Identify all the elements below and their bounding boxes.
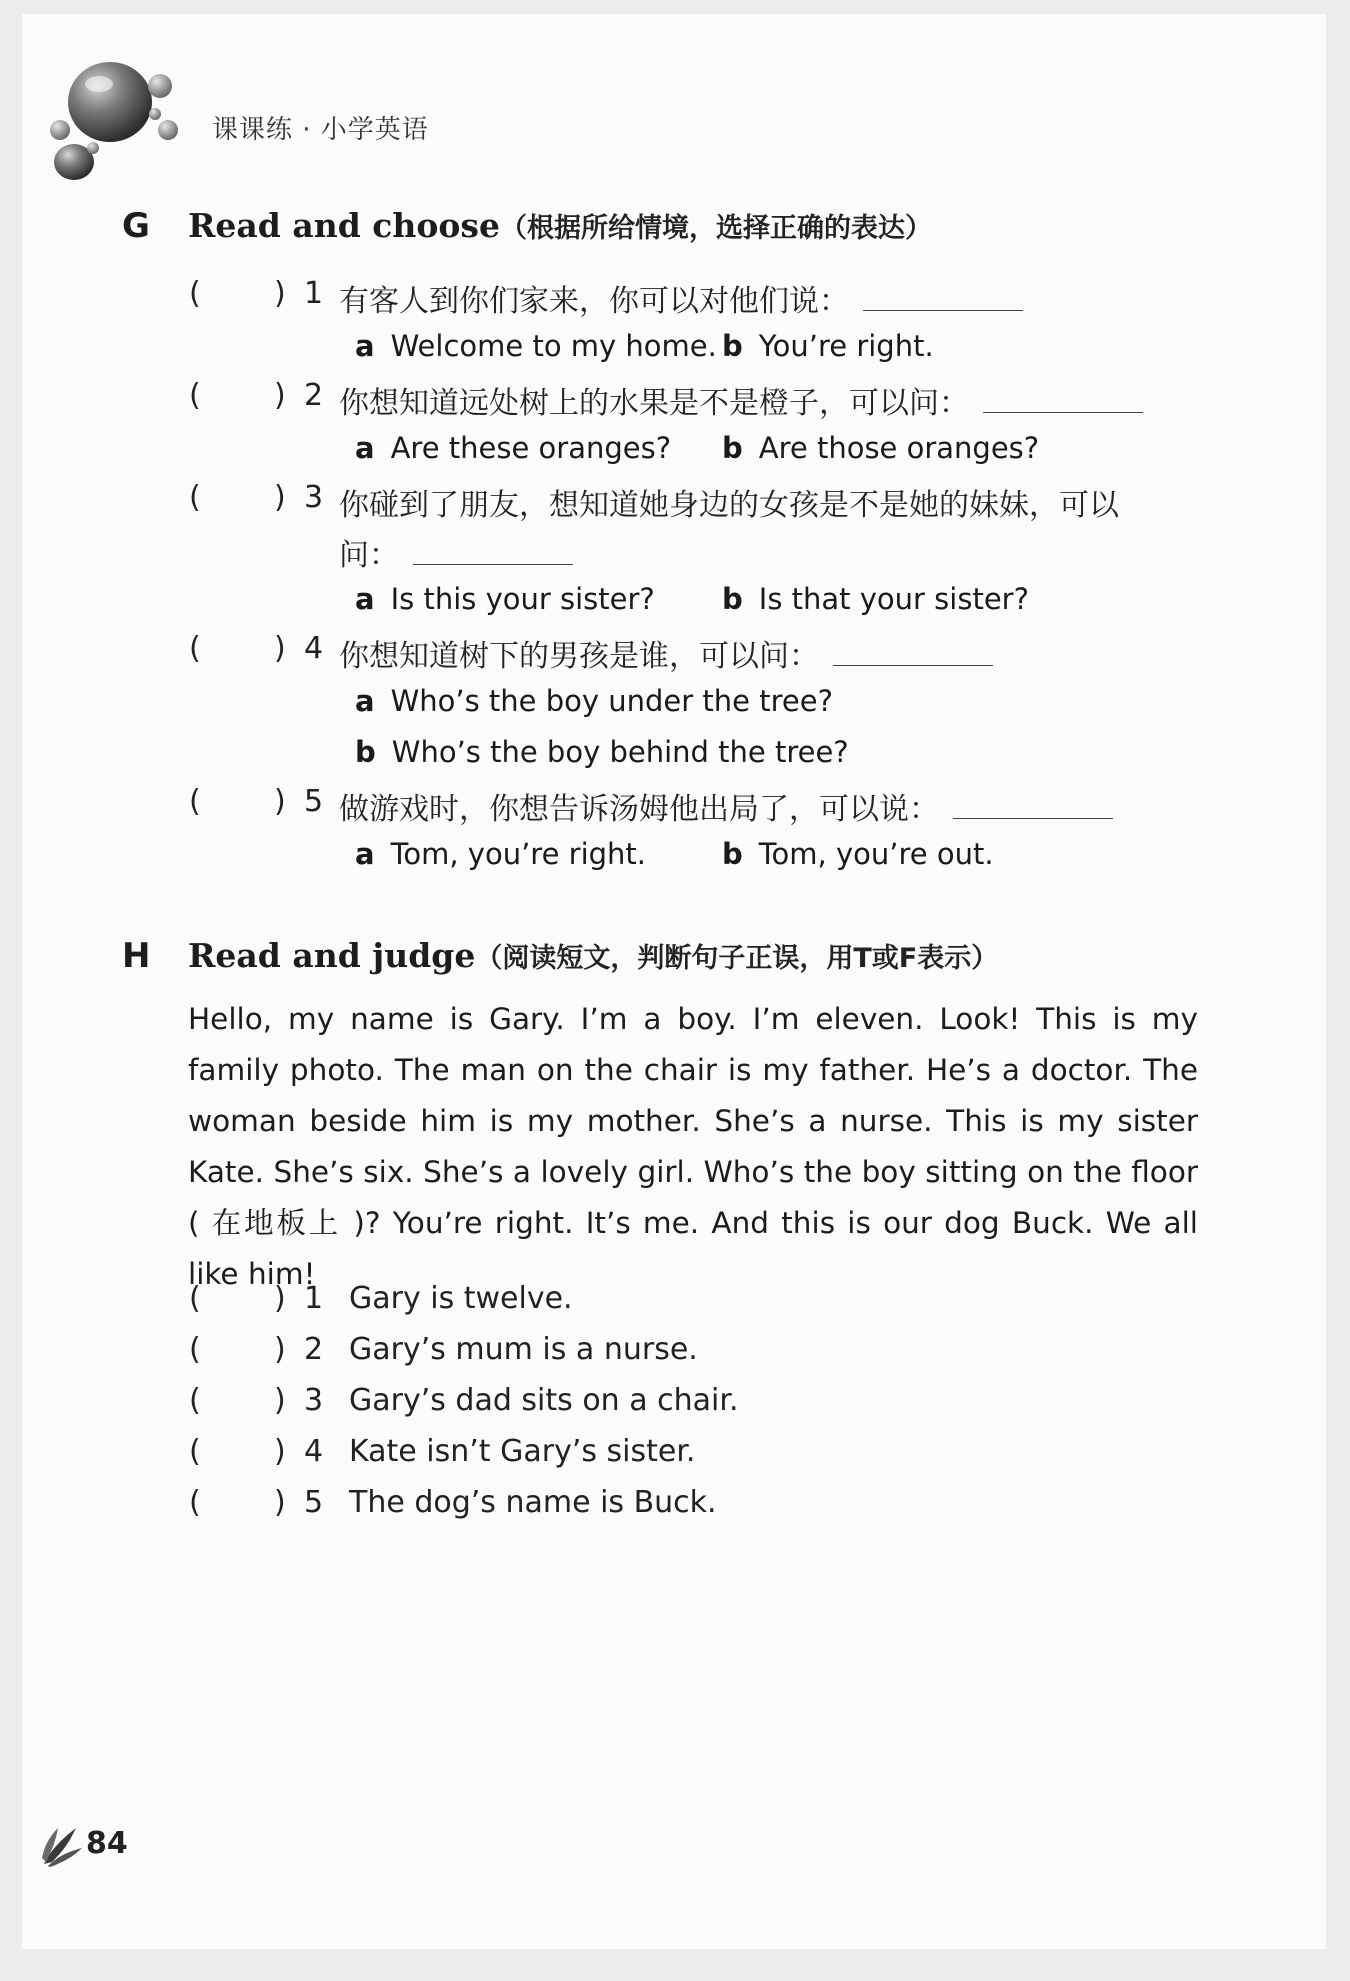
answer-paren-close: ) — [274, 1383, 286, 1418]
answer-paren-open: ( — [189, 1485, 201, 1520]
answer-blank[interactable] — [983, 386, 1143, 413]
option-b: b Are those oranges? — [722, 431, 1040, 465]
option-a: a Are these oranges? — [355, 431, 672, 465]
question-text: 有客人到你们家来，你可以对他们说： — [339, 276, 1023, 320]
statement-number: 2 — [304, 1332, 324, 1367]
answer-paren-close: ) — [274, 1332, 286, 1367]
answer-paren-open: ( — [189, 631, 201, 666]
statement-text: Gary’s mum is a nurse. — [349, 1332, 698, 1367]
answer-blank[interactable] — [863, 284, 1023, 311]
answer-paren-close: ) — [274, 480, 286, 515]
statement-text: Gary is twelve. — [349, 1281, 573, 1316]
answer-blank[interactable] — [953, 792, 1113, 819]
option-b: b You’re right. — [722, 329, 934, 363]
answer-paren-open: ( — [189, 276, 201, 311]
option-a: a Welcome to my home. — [355, 329, 717, 363]
answer-paren-close: ) — [274, 1485, 286, 1520]
question-number: 3 — [304, 480, 324, 515]
question-number: 4 — [304, 631, 324, 666]
answer-paren-open: ( — [189, 1434, 201, 1469]
answer-paren-open: ( — [189, 378, 201, 413]
question-text: 你想知道远处树上的水果是不是橙子，可以问： — [339, 378, 1143, 422]
page-number: 84 — [86, 1826, 128, 1861]
question-number: 5 — [304, 784, 324, 819]
statement-number: 3 — [304, 1383, 324, 1418]
header-title: 课课练 · 小学英语 — [212, 115, 429, 145]
bubbles-logo-icon — [32, 44, 192, 194]
reading-passage: Hello, my name is Gary. I’m a boy. I’m eleven. Look! This is my family photo. The man on the chair is my father. He’s a doctor. The woman beside him is my mother. She’s a nurse. This is my sister Kate. She’s six. She’s a lovely girl. Who’s the boy sitting on the floor ( 在地板上 )? You’re right. It’s me. And this is our dog Buck. We all like him! — [188, 1002, 1198, 1291]
question-text: 你想知道树下的男孩是谁，可以问： — [339, 631, 993, 675]
answer-paren-open: ( — [189, 1383, 201, 1418]
answer-paren-close: ) — [274, 1281, 286, 1316]
statement-number: 1 — [304, 1281, 324, 1316]
section-letter: G — [122, 206, 150, 246]
question-number: 2 — [304, 378, 324, 413]
answer-blank[interactable] — [413, 538, 573, 565]
question-text: 做游戏时，你想告诉汤姆他出局了，可以说： — [339, 784, 1113, 828]
answer-paren-open: ( — [189, 1332, 201, 1367]
statement-text: Kate isn’t Gary’s sister. — [349, 1434, 696, 1469]
option-b: b Tom, you’re out. — [722, 837, 994, 871]
option-a: a Tom, you’re right. — [355, 837, 646, 871]
section-h-heading — [122, 936, 998, 976]
option-b: b Is that your sister? — [722, 582, 1029, 616]
option-a: a Is this your sister? — [355, 582, 655, 616]
question-text: 你碰到了朋友，想知道她身边的女孩是不是她的妹妹，可以 — [339, 488, 1119, 523]
workbook-page: 课课练 · 小学英语 G Read and choose（根据所给情境，选择正确的表达） ( ) 1 有客人到你们家来，你可以对他们说： a Welcome to my home. b You’re right. ( ) 2 你想知道远处树上的水果是不是橙子，可以问： a Are these oranges? b Are those oranges? ( ) 3 你碰到了朋友，想知道她身边的女孩是不是她的妹妹，可以 问： a Is this your sister? b Is that your sister? ( ) 4 你想知道树下的男孩是谁，可以问： a Who’s the boy under the tree? b Who’s the boy behind the tree? ( ) 5 做游戏时，你想告诉汤姆他出局了，可以说： a Tom, you’re right. b Tom, you’re out. H Read and judge（阅读短文，判断句子正误，用T或F表示） Hello, my name is Gary. I’m a boy. I’m eleven. Look! This is my family photo. The man on the chair is my father. He’s a doctor. The woman beside him is my mother. She’s a nurse. This is my sister Kate. She’s six. She’s a lovely girl. Who’s the boy sitting on the floor ( 在地板上 )? You’re right. It’s me. And this is our dog Buck. We all like him! ( ) 1 Gary is twelve. ( ) 2 Gary’s mum is a nurse. ( ) 3 Gary’s dad sits on a chair. ( ) 4 Kate isn’t Gary’s sister. ( ) 5 The dog’s name is Buck. 84 — [22, 14, 1326, 1949]
answer-paren-close: ) — [274, 1434, 286, 1469]
answer-paren-open: ( — [189, 480, 201, 515]
section-title: Read and judge — [188, 936, 476, 975]
answer-paren-open: ( — [189, 784, 201, 819]
statement-number: 5 — [304, 1485, 324, 1520]
section-instructions: （阅读短文，判断句子正误，用T或F表示） — [475, 943, 999, 974]
statement-number: 4 — [304, 1434, 324, 1469]
answer-paren-close: ) — [274, 276, 286, 311]
section-instructions: （根据所给情境，选择正确的表达） — [500, 213, 932, 244]
leaf-icon — [40, 1822, 86, 1868]
answer-paren-close: ) — [274, 631, 286, 666]
question-number: 1 — [304, 276, 324, 311]
answer-paren-close: ) — [274, 784, 286, 819]
statement-text: The dog’s name is Buck. — [349, 1485, 717, 1520]
statement-text: Gary’s dad sits on a chair. — [349, 1383, 739, 1418]
answer-blank[interactable] — [833, 639, 993, 666]
option-a: a Who’s the boy under the tree? — [355, 684, 833, 718]
section-g-heading — [122, 206, 932, 246]
section-letter: H — [122, 936, 151, 976]
answer-paren-open: ( — [189, 1281, 201, 1316]
section-title: Read and choose — [188, 206, 500, 245]
answer-paren-close: ) — [274, 378, 286, 413]
option-b: b Who’s the boy behind the tree? — [355, 735, 849, 769]
